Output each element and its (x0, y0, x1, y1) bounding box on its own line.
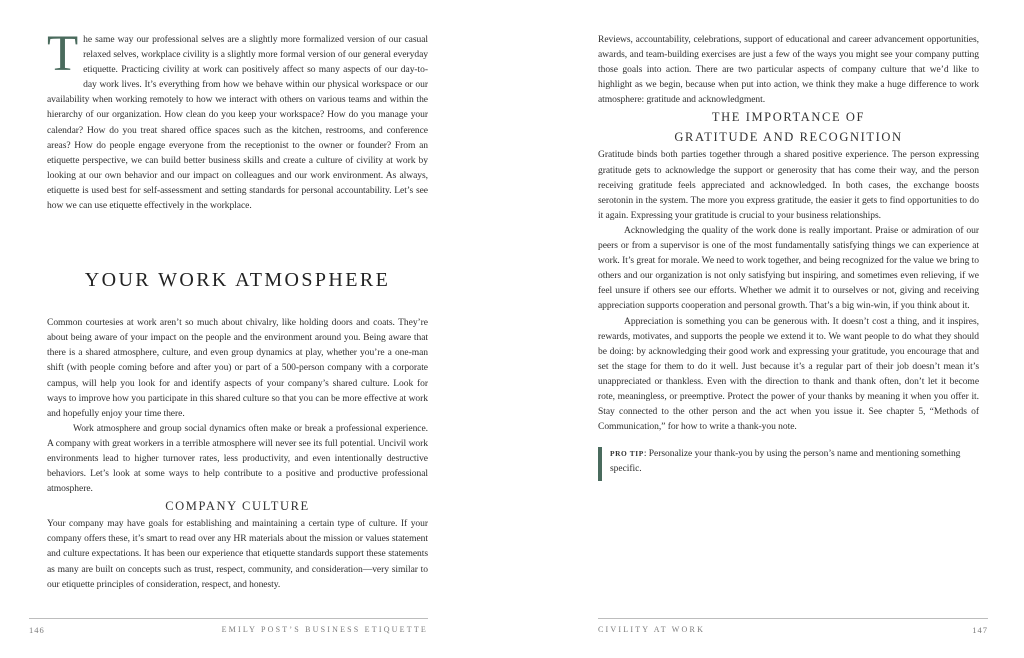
right-page (512, 0, 1024, 658)
body-paragraph: Appreciation is something you can be generous with. It doesn’t cost a thing, and it inspires, rewards, motivates, and supports the people we extend it to. We want people to do what they should be doing: by acknowledging their good work and expressing your gratitude, you encourage that and set the stage for them to do it well. Just because it’s a regular part of their job doesn’t mean it’s unappreciated or thankless. Even with the direction to thank and thank often, don’t let it become rote, meaningless, or preemptive. Protect the power of your thanks by meaning it when you offer it. Stay connected to the other person and the act when you issue it. See chapter 5, “Methods of Communication,” for how to write a thank-you note. (598, 315, 979, 433)
subheading-line: GRATITUDE AND RECOGNITION (674, 130, 903, 145)
pro-tip-text (610, 446, 979, 476)
left-text-column (47, 26, 428, 592)
left-page-footer (29, 618, 428, 639)
right-page-footer (598, 618, 988, 639)
section-heading-work-atmosphere: YOUR WORK ATMOSPHERE (84, 269, 391, 292)
drop-cap: T (47, 26, 79, 82)
body-paragraph: Work atmosphere and group social dynamics often make or break a professional experience. A company with great workers in a terrible atmosphere will never see its full potential. Uncivil work environments lead to higher turnover rates, less productivity, and even intentionally destructive behaviors. Let’s look at some ways to help contribute to a positive and productive professional atmosphere. (47, 422, 428, 495)
pro-tip-body: : Personalize your thank-you by using the person’s name and mentioning something specific. (610, 448, 961, 475)
continued-paragraph: Reviews, accountability, celebrations, support of educational and career advancement opportunities, awards, and team-building exercises are just a few of the ways you might see your company putting those goals into action. There are two particular aspects of company culture that we’d like to highlight as we begin, because when put into action, we think they make a huge difference to work atmosphere: gratitude and acknowledgment. (598, 34, 979, 106)
subheading-company-culture: COMPANY CULTURE (165, 499, 310, 514)
right-text-column (598, 32, 979, 476)
pro-tip-callout (598, 446, 979, 476)
subheading-line: THE IMPORTANCE OF (711, 110, 866, 125)
page-number: 146 (29, 625, 45, 635)
body-paragraph: Gratitude binds both parties together through a shared positive experience. The person expressing gratitude gets to acknowledge the support or generosity that has come their way, and the person receiving gratitude feels appreciated and acknowledged. In both cases, the exchange boosts serotonin in the system. The more you express gratitude, the easier it gets to find opportunities to do it again. Expressing your gratitude is crucial to your business relationships. (598, 149, 979, 221)
running-head: EMILY POST’S BUSINESS ETIQUETTE (221, 625, 428, 634)
body-paragraph: Common courtesies at work aren’t so much about chivalry, like holding doors and coats. They’re about being aware of your impact on the people and the environment around you. Being aware that there is a shared atmosphere, culture, and even group dynamics at play, whether you’re a one-man shift (with people coming before and after you) or part of a 500-person company with a corporate campus, will help you look for and identify aspects of your company’s shared culture. Look for ways to improve how you participate in this shared culture so that you can be more effective at work and hopefully enjoy your time there. (47, 317, 428, 419)
intro-paragraph (47, 26, 428, 213)
pro-tip-label: PRO TIP (610, 449, 644, 459)
body-paragraph: Acknowledging the quality of the work done is really important. Praise or admiration of our peers or from a supervisor is one of the most fundamentally satisfying things we can experience at work. It’s great for morale. We need to work together, and being recognized for the value we bring to others and our organization is not only satisfying but inspiring, and sometimes even relieving, if we feel unsure if others see our efforts. Whether we admit it to ourselves or not, giving and receiving appreciation supports cooperation and personal growth. That’s a big win-win, if you think about it. (598, 224, 979, 312)
pro-tip-bar (598, 447, 602, 481)
subheading-gratitude (598, 107, 979, 147)
intro-text: he same way our professional selves are a slightly more formalized version of our casual relaxed selves, workplace civility is a slightly more formal version of our general everyday etiquette. Practicing civility at work can positively affect so many aspects of our day-to-day work lives. It’s everything from how we behave within our physical workspace or our availability when working remotely to how we interact with others on various teams and within the hierarchy of our organization. How clean do you keep your workspace? How do you manage your calendar? How do you treat shared office spaces such as the kitchen, restrooms, and conference areas? How do people engage everyone from the receptionist to the owner or founder? From an etiquette perspective, we can build better business skills and create a culture of civility at work by looking at our own behavior and our impact on colleagues and our work environment. As always, etiquette is used best for self-assessment and setting standards for personal accountability. Let’s see how we can use etiquette effectively in the workplace. (47, 34, 428, 212)
page-number: 147 (972, 625, 988, 635)
body-paragraph: Your company may have goals for establishing and maintaining a certain type of culture. If your company offers these, it’s smart to read over any HR materials about the mission or values statement and culture expectations. It has been our experience that etiquette standards support these statements as many are built on concepts such as trust, respect, community, and consideration—very similar to our etiquette principles of consideration, respect, and honesty. (47, 518, 428, 590)
running-head: CIVILITY AT WORK (598, 625, 706, 634)
